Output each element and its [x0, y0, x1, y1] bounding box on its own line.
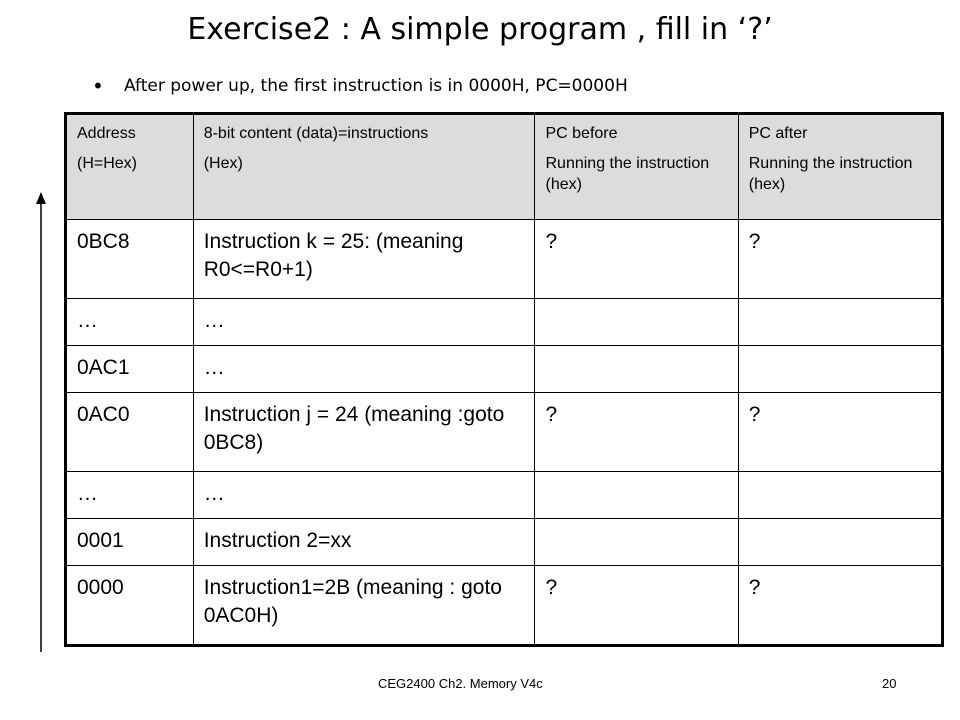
cell-pc-after: [738, 346, 942, 393]
cell-pc-after: [738, 472, 942, 519]
cell-pc-after: [738, 519, 942, 566]
cell-content: …: [193, 346, 535, 393]
header-pc-before: PC before Running the instruction (hex): [535, 114, 738, 220]
footer-page-number: 20: [882, 676, 897, 691]
cell-content: Instruction1=2B (meaning : goto 0AC0H): [193, 566, 535, 646]
slide-title: Exercise2 : A simple program , fill in ‘?’: [187, 12, 773, 47]
cell-content: Instruction 2=xx: [193, 519, 535, 566]
cell-pc-after: ?: [738, 566, 942, 646]
cell-address: 0BC8: [66, 220, 194, 299]
cell-address: …: [66, 472, 194, 519]
cell-pc-before: [535, 472, 738, 519]
cell-pc-before: [535, 519, 738, 566]
table-row: [66, 346, 943, 393]
bullet-point: [92, 74, 628, 98]
cell-pc-before: [535, 346, 738, 393]
cell-pc-before: ?: [535, 566, 738, 646]
table-row: [66, 472, 943, 519]
cell-content: …: [193, 472, 535, 519]
cell-address: 0AC1: [66, 346, 194, 393]
table-row: [66, 220, 943, 299]
memory-table: [64, 112, 944, 647]
cell-pc-before: ?: [535, 393, 738, 472]
table-row: [66, 299, 943, 346]
header-pc-after: PC after Running the instruction (hex): [738, 114, 942, 220]
table-row: [66, 393, 943, 472]
cell-pc-after: [738, 299, 942, 346]
table-row: [66, 566, 943, 646]
cell-pc-after: ?: [738, 220, 942, 299]
bullet-text: After power up, the first instruction is in 0000H, PC=0000H: [124, 76, 628, 96]
footer-course: CEG2400 Ch2. Memory V4c: [378, 676, 543, 691]
up-arrow-icon: [36, 192, 46, 652]
table-row: [66, 519, 943, 566]
cell-content: Instruction k = 25: (meaning R0<=R0+1): [193, 220, 535, 299]
cell-address: …: [66, 299, 194, 346]
cell-pc-before: [535, 299, 738, 346]
cell-content: …: [193, 299, 535, 346]
cell-content: Instruction j = 24 (meaning :goto 0BC8): [193, 393, 535, 472]
cell-address: 0001: [66, 519, 194, 566]
header-address: Address (H=Hex): [66, 114, 194, 220]
cell-address: 0AC0: [66, 393, 194, 472]
bullet-dot-icon: •: [92, 74, 104, 98]
cell-address: 0000: [66, 566, 194, 646]
table-header-row: [66, 114, 943, 220]
cell-pc-before: ?: [535, 220, 738, 299]
header-content: 8-bit content (data)=instructions (Hex): [193, 114, 535, 220]
cell-pc-after: ?: [738, 393, 942, 472]
